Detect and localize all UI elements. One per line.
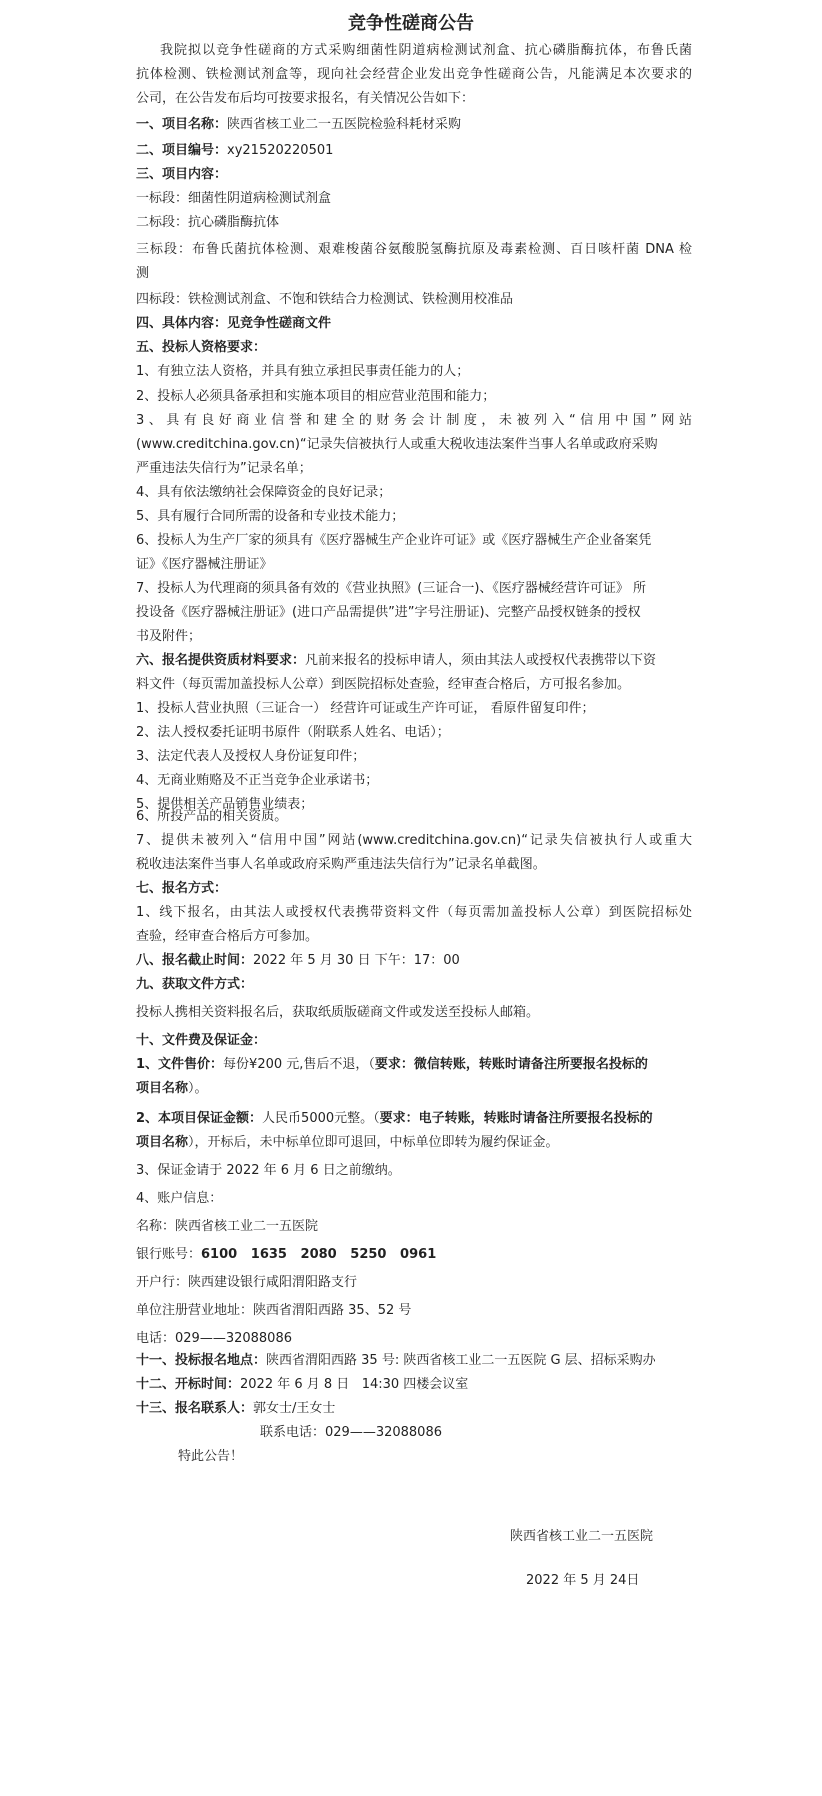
fee-end: ）。: [188, 1081, 208, 1096]
signature-date: 2022 年 5 月 24日: [526, 1573, 640, 1588]
fee-label: 1、文件售价：: [136, 1057, 224, 1072]
fee-requirement: 要求：微信转账，转账时请备注所要报名投标的: [374, 1057, 648, 1072]
bid-location-value: 陕西省渭阳西路 35 号: 陕西省核工业二一五医院 G 层、招标采购办: [266, 1353, 656, 1368]
qualification-item-7-line-2: 投设备《医疗器械注册证》(进口产品需提供”进”字号注册证)、完整产品授权链条的授权: [136, 605, 641, 620]
section-materials-line-1: [136, 652, 692, 670]
intro-line-1: 我院拟以竞争性磋商的方式采购细菌性阴道病检测试剂盒、抗心磷脂酶抗体，布鲁氏菌: [160, 43, 692, 58]
qualification-item-7-line-1: 7、投标人为代理商的须具备有效的《营业执照》(三证合一)、《医疗器械经营许可证》 所: [136, 581, 647, 596]
bank-account-label: 银行账号：: [136, 1247, 202, 1262]
project-name-value: 陕西省核工业二一五医院检验科耗材采购: [227, 117, 462, 132]
qualification-item-3-line-2: (www.creditchina.gov.cn)“记录失信被执行人或重大税收违法案件当事人名单或政府采购: [136, 437, 658, 452]
intro-line-3: 公司，在公告发布后均可按要求报名，有关情况公告如下：: [136, 91, 475, 106]
section-registration-method-label: 七、报名方式：: [136, 881, 228, 896]
opening-time-value: 2022 年 6 月 8 日 14:30 四楼会议室: [240, 1377, 469, 1392]
deposit-line-1: [136, 1110, 692, 1128]
section-deadline: [136, 952, 692, 970]
fee-text: 每份¥200 元,售后不退，（: [223, 1057, 375, 1072]
deposit-text: 人民币5000元整。（: [262, 1111, 380, 1126]
qualification-item-7-line-3: 书及附件；: [136, 629, 202, 644]
account-name-label: 名称：: [136, 1219, 176, 1234]
materials-item-7-line-2: 税收违法案件当事人名单或政府采购严重违法失信行为”记录名单截图。: [136, 857, 546, 872]
materials-item-7-line-1: 7、提供未被列入“信用中国”网站(www.creditchina.gov.cn)“记录失信被执行人或重大: [136, 833, 692, 848]
bank-branch-value: 陕西建设银行咸阳渭阳路支行: [188, 1275, 358, 1290]
fee-line-1: [136, 1056, 692, 1074]
section-qualification-label: 五、投标人资格要求：: [136, 340, 267, 355]
section-materials-line-2: 料文件（每页需加盖投标人公章）到医院招标处查验，经审查合格后，方可报名参加。: [136, 677, 631, 692]
qualification-item-6-line-2: 证》《医疗器械注册证》: [136, 557, 273, 572]
section-label: 八、报名截止时间：: [136, 953, 254, 968]
deposit-end: ），开标后，未中标单位即可退回，中标单位即转为履约保证金。: [188, 1135, 559, 1150]
intro-line-2: 抗体检测、铁检测试剂盒等，现向社会经营企业发出竞争性磋商公告，凡能满足本次要求的: [136, 67, 692, 82]
closing-text: 特此公告！: [178, 1449, 244, 1464]
section-fee-deposit-label: 十、文件费及保证金：: [136, 1033, 267, 1048]
deposit-requirement: 要求：电子转账，转账时请备注所要报名投标的: [379, 1111, 653, 1126]
qualification-item-3-line-3: 严重违法失信行为”记录名单；: [136, 461, 312, 476]
section-project-content-label: 三、项目内容：: [136, 167, 228, 182]
signature-organization: 陕西省核工业二一五医院: [510, 1529, 654, 1544]
lot-4: 四标段：铁检测试剂盒、不饱和铁结合力检测试、铁检测用校准品: [136, 292, 514, 307]
deadline-value: 2022 年 5 月 30 日 下午：17：00: [253, 953, 460, 968]
registration-method-line-1: 1、线下报名，由其法人或授权代表携带资料文件（每页需加盖投标人公章）到医院招标处: [136, 905, 692, 920]
fee-line-2: [136, 1080, 692, 1098]
section-contact: [136, 1400, 692, 1418]
qualification-item-4: 4、具有依法缴纳社会保障资金的良好记录；: [136, 485, 392, 500]
lot-3-line-2: 测: [136, 266, 150, 281]
deposit-label: 2、本项目保证金额：: [136, 1111, 263, 1126]
section-project-name: [136, 116, 692, 134]
account-phone: 电话：029——32088086: [136, 1331, 292, 1346]
lot-1: 一标段：细菌性阴道病检测试剂盒: [136, 191, 332, 206]
qualification-item-6-line-1: 6、投标人为生产厂家的须具有《医疗器械生产企业许可证》或《医疗器械生产企业备案凭: [136, 533, 652, 548]
section-label: 十一、投标报名地点：: [136, 1353, 267, 1368]
section-opening-time: [136, 1376, 692, 1394]
account-name: [136, 1218, 692, 1236]
fee-requirement-cont: 项目名称: [136, 1081, 189, 1096]
account-name-value: 陕西省核工业二一五医院: [175, 1219, 319, 1234]
bank-branch: [136, 1274, 692, 1292]
materials-item-5: 5、提供相关产品销售业绩表；: [136, 797, 314, 812]
deposit-due: 3、保证金请于 2022 年 6 月 6 日之前缴纳。: [136, 1163, 401, 1178]
section-label: 一、项目名称：: [136, 117, 228, 132]
lot-3-line-1: 三标段：布鲁氏菌抗体检测、艰难梭菌谷氨酸脱氢酶抗原及毒素检测、百日咳杆菌 DNA 检: [136, 242, 692, 257]
qualification-item-5: 5、具有履行合同所需的设备和专业技术能力；: [136, 509, 405, 524]
get-docs-text: 投标人携相关资料报名后，获取纸质版磋商文件或发送至投标人邮箱。: [136, 1005, 540, 1020]
contact-phone: 联系电话：029——32088086: [260, 1425, 442, 1440]
document-title: 竞争性磋商公告: [348, 13, 474, 34]
section-label: 十三、报名联系人：: [136, 1401, 254, 1416]
materials-item-3: 3、法定代表人及授权人身份证复印件；: [136, 749, 366, 764]
materials-item-2: 2、法人授权委托证明书原件（附联系人姓名、电话）；: [136, 725, 450, 740]
qualification-item-3-line-1: 3、具有良好商业信誉和建全的财务会计制度，未被列入“信用中国”网站: [136, 413, 692, 428]
account-info-label: 4、账户信息：: [136, 1191, 223, 1206]
materials-item-6: 6、所投产品的相关资质。: [136, 809, 288, 824]
deposit-line-2: [136, 1134, 692, 1152]
materials-item-4: 4、无商业贿赂及不正当竞争企业承诺书；: [136, 773, 379, 788]
materials-item-1: 1、投标人营业执照（三证合一） 经营许可证或生产许可证， 看原件留复印件；: [136, 701, 595, 716]
section-label: 六、报名提供资质材料要求：: [136, 653, 306, 668]
bank-account-value: 6100 1635 2080 5250 0961: [201, 1247, 437, 1262]
section-specific-content: 四、具体内容：见竞争性磋商文件: [136, 316, 332, 331]
section-get-docs-label: 九、获取文件方式：: [136, 977, 254, 992]
materials-lead-text: 凡前来报名的投标申请人，须由其法人或授权代表携带以下资: [305, 653, 657, 668]
qualification-item-1: 1、有独立法人资格，并具有独立承担民事责任能力的人；: [136, 364, 470, 379]
registered-address: [136, 1302, 692, 1320]
registered-address-value: 陕西省渭阳西路 35、52 号: [253, 1303, 412, 1318]
bank-account: [136, 1246, 692, 1264]
qualification-item-2: 2、投标人必须具备承担和实施本项目的相应营业范围和能力；: [136, 389, 496, 404]
section-bid-location: [136, 1352, 692, 1370]
bank-branch-label: 开户行：: [136, 1275, 189, 1290]
contact-names: 郭女士/王女士: [253, 1401, 336, 1416]
registered-address-label: 单位注册营业地址：: [136, 1303, 254, 1318]
project-number-value: xy21520220501: [227, 143, 334, 158]
deposit-requirement-cont: 项目名称: [136, 1135, 189, 1150]
section-project-number: [136, 142, 692, 160]
section-label: 二、项目编号：: [136, 143, 228, 158]
section-label: 十二、开标时间：: [136, 1377, 241, 1392]
lot-2: 二标段：抗心磷脂酶抗体: [136, 215, 280, 230]
registration-method-line-2: 查验，经审查合格后方可参加。: [136, 929, 319, 944]
